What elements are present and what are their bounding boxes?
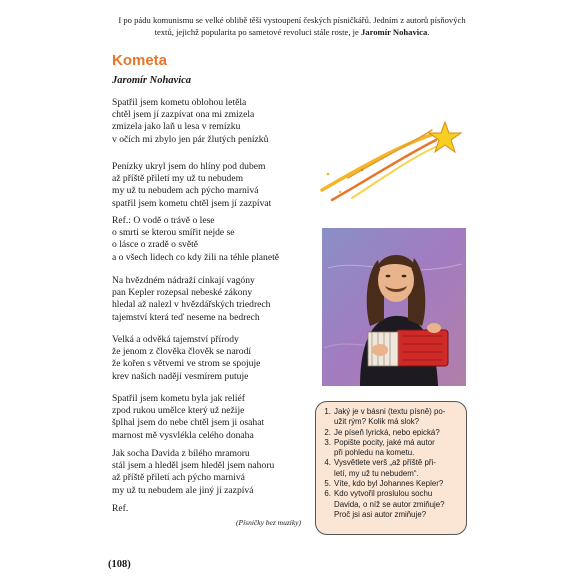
verse-line: o smrti se kterou smířit nejde se (112, 227, 235, 239)
intro-author-name: Jaromír Nohavica (360, 27, 428, 37)
question-item (320, 428, 460, 438)
question-item (320, 438, 460, 459)
accordion-singer-illustration (322, 228, 466, 386)
intro-text: I po pádu komunismu se velké oblibě těší vystoupení českých písničkářů. Jedním z autorů písňových textů, jejichž popularita po sametové revoluci stále roste, je (118, 15, 466, 37)
intro-end: . (427, 27, 430, 37)
stanza-refrain (112, 215, 342, 264)
question-number: 5. (324, 479, 331, 489)
verse-line: stál jsem a hleděl jsem hleděl jsem nahoru (112, 460, 275, 472)
question-text: Jaký je v básni (textu písně) po- užit rým? Kolik má slok? (334, 407, 446, 427)
verse-line: pan Kepler rozepsal nebeské zákony (112, 287, 253, 299)
question-text: Popište pocity, jaké má autor při pohledu na kometu. (334, 437, 435, 458)
verse-line: my už tu nebudem ach pýcho marnivá (112, 185, 259, 197)
poem-title: Kometa (112, 52, 168, 69)
source-note: (Písničky bez muziky) (236, 518, 301, 527)
verse-line: Ref.: O vodě o trávě o lese (112, 215, 215, 226)
question-text: Víte, kdo byl Johannes Kepler? (334, 479, 444, 489)
question-number: 2. (324, 427, 331, 437)
verse-line: Jak socha Davida z bílého mramoru (112, 448, 250, 459)
verse-line: hledal až nalezl v hvězdářských triedrech (112, 299, 271, 311)
question-text: Kdo vytvořil proslulou sochu Davida, o níž se autor zmiňuje? Proč jsi asi autor zmiňuje? (334, 489, 445, 519)
stanza-2 (112, 161, 342, 210)
verse-line: Spatřil jsem kometu oblohou letěla (112, 97, 247, 108)
page-number: (108) (108, 559, 131, 570)
stanza-6 (112, 448, 342, 497)
verse-line: my už tu nebudem ale jiný jí zazpívá (112, 484, 254, 496)
refrain-marker: Ref. (112, 503, 129, 514)
verse-line: že kořen s větvemi ve strom se spojuje (112, 358, 261, 370)
verse-line: chtěl jsem jí zazpívat ona mi zmizela (112, 109, 255, 121)
verse-line: spatřil jsem kometu chtěl jsem jí zazpívat (112, 197, 272, 209)
verse-line: tajemství která teď neseme na bedrech (112, 311, 260, 323)
verse-line: marnost mě vysvlékla celého donaha (112, 429, 254, 441)
verse-line: až příště přiletí my už tu nebudem (112, 173, 244, 185)
comet-illustration (318, 118, 468, 203)
intro-paragraph (112, 14, 472, 38)
verse-line: zmizela jako laň u lesa v remízku (112, 121, 241, 133)
question-number: 3. (324, 437, 331, 447)
verse-line: Na hvězdném nádraží cinkají vagóny (112, 275, 255, 286)
poem-author: Jaromír Nohavica (112, 75, 192, 86)
verse-line: že jenom z člověka člověk se narodí (112, 346, 252, 358)
verse-line: Penízky ukryl jsem do hlíny pod dubem (112, 161, 266, 172)
verse-line: krev našich nadějí vesmírem putuje (112, 370, 249, 382)
verse-line: šplhal jsem do nebe chtěl jsem ji osahat (112, 417, 265, 429)
question-item (320, 458, 460, 479)
questions-box (315, 401, 467, 535)
question-item (320, 479, 460, 489)
question-text: Vysvětlete verš „až příště při- letí, my už tu nebudem“. (334, 458, 436, 478)
verse-line: a o všech lidech co kdy žili na téhle planetě (112, 251, 280, 263)
verse-line: v očích mi zbylo jen pár žlutých penízků (112, 133, 269, 145)
question-number: 6. (324, 489, 331, 499)
stanza-4 (112, 334, 342, 383)
stanza-3 (112, 275, 342, 324)
question-item (320, 489, 460, 520)
verse-line: o lásce o zradě o světě (112, 239, 199, 251)
verse-line: Spatřil jsem kometu byla jak reliéf (112, 393, 245, 404)
question-item (320, 407, 460, 428)
verse-line: zpod rukou umělce který už nežije (112, 405, 245, 417)
stanza-1 (112, 97, 342, 146)
verse-line: Velká a odvěká tajemství přírody (112, 334, 239, 345)
question-number: 4. (324, 458, 331, 468)
verse-line: až příště přiletí ach pýcho marnivá (112, 472, 245, 484)
question-number: 1. (324, 407, 331, 416)
question-text: Je píseň lyrická, nebo epická? (334, 427, 440, 437)
stanza-5 (112, 393, 342, 442)
